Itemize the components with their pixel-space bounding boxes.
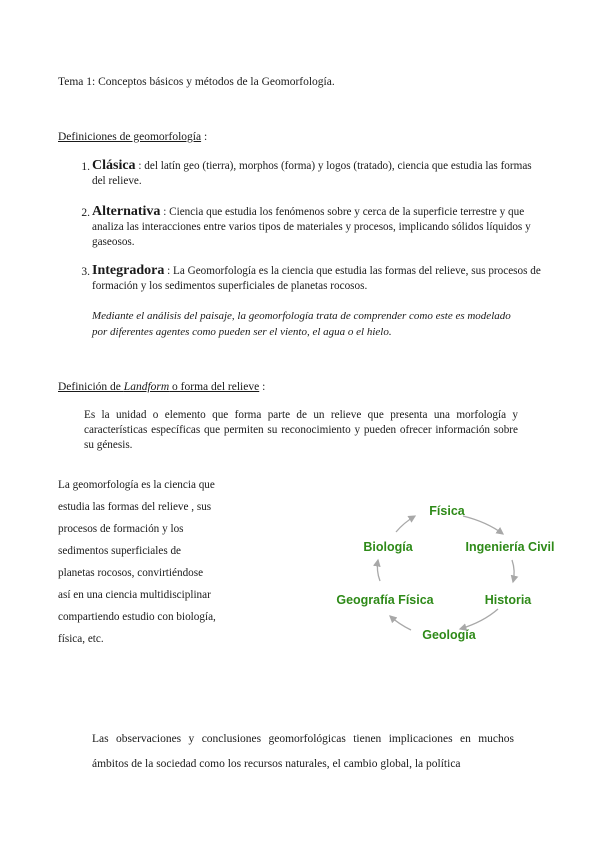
node-geografia-fisica: Geografía Física — [336, 593, 434, 607]
definition-number: 1. — [81, 161, 90, 173]
arrow-historia-geologia — [460, 609, 498, 629]
definition-term: Alternativa — [92, 204, 161, 219]
definition-number: 2. — [81, 207, 90, 219]
bottom-paragraph: Las observaciones y conclusiones geomorfológicas tienen implicaciones en muchos ámbitos de la sociedad como los recursos naturales, el cambio global, la política — [92, 733, 514, 770]
definitions-heading — [58, 131, 207, 143]
arrow-fisica-ingenieria — [463, 516, 503, 534]
arrow-geologia-geografia — [390, 616, 411, 630]
node-biologia: Biología — [363, 540, 413, 554]
definition-text: : Ciencia que estudia los fenómenos sobre y cerca de la superficie terrestre y que analiza las interacciones entre varios tipos de materiales y procesos, implicando sólidos líquidos y gaseosos. — [92, 206, 531, 248]
arrow-geografia-biologia — [377, 560, 380, 581]
definition-number: 3. — [81, 266, 90, 278]
landform-definition: Es la unidad o elemento que forma parte de un relieve que presenta una morfología y características específicas que permiten su reconocimiento y pueden ofrecer información sobre su génesis. — [84, 409, 518, 451]
arrow-ingenieria-historia — [512, 560, 514, 582]
node-ingenieria-civil: Ingeniería Civil — [465, 540, 555, 554]
definition-text: : La Geomorfología es la ciencia que estudia las formas del relieve, sus procesos de formación y los sedimentos superficiales de planetas rocosos. — [92, 265, 541, 292]
multidisciplinary-diagram — [300, 486, 560, 656]
definition-text: : del latín geo (tierra), morphos (forma) y logos (tratado), ciencia que estudia las formas del relieve. — [92, 160, 532, 187]
landform-heading-underlined — [58, 381, 259, 393]
definition-term: Clásica — [92, 158, 136, 173]
node-geologia: Geología — [422, 628, 476, 642]
landform-heading — [58, 381, 265, 393]
node-fisica: Física — [429, 504, 465, 518]
geomorphology-summary: La geomorfología es la ciencia que estudia las formas del relieve , sus procesos de formación y los sedimentos superficiales de planetas rocosos, convirtiéndose así en una ciencia multidisciplinar compartiendo estudio con biología, física, etc. — [58, 479, 216, 645]
landform-heading-suffix: : — [259, 381, 266, 393]
definitions-heading-text: Definiciones de geomorfología — [58, 131, 202, 143]
document-title: Tema 1: Conceptos básicos y métodos de la Geomorfología. — [58, 76, 335, 88]
landform-heading-post: o forma del relieve — [169, 381, 260, 393]
landscape-quote: Mediante el análisis del paisaje, la geomorfología trata de comprender como este es modelado por diferentes agentes como pueden ser el viento, el agua o el hielo. — [92, 310, 511, 338]
landform-heading-term: Landform — [123, 381, 170, 393]
definitions-heading-suffix: : — [201, 131, 208, 143]
arrow-biologia-fisica — [396, 516, 415, 532]
landform-heading-pre: Definición de — [58, 381, 124, 393]
definition-term: Integradora — [92, 263, 165, 278]
node-historia: Historia — [484, 593, 532, 607]
